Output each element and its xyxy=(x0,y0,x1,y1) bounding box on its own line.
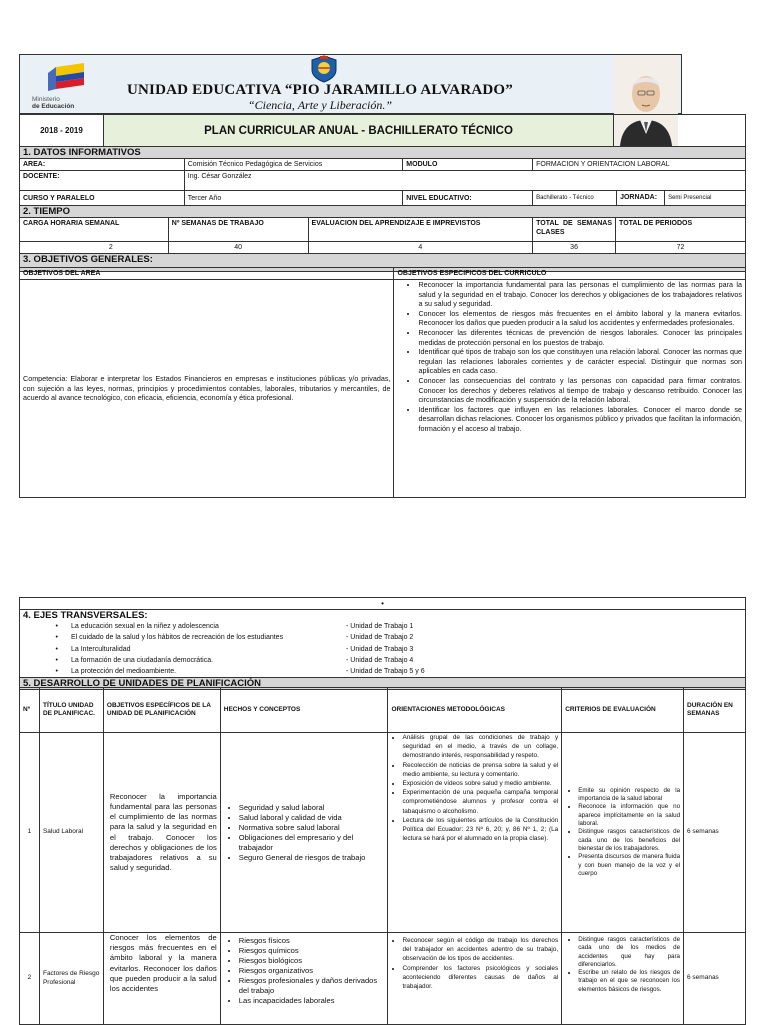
row-duracion: 6 semanas xyxy=(684,733,746,933)
row-hechos xyxy=(220,933,388,1025)
docente-value: Ing. César González xyxy=(184,171,745,191)
list-item: • Emite su opinión respecto de la importancia de la salud laboral xyxy=(578,787,680,804)
ministry-line2: de Educación xyxy=(32,103,75,110)
list-item: • Distingue rasgos característicos de cada uno de los beneficios del bienestar de los trabajadores. xyxy=(578,828,680,853)
objetivo-item: • Identificar los factores que influyen en las relaciones laborales. Conocer el marco donde se desarrollan dichas relaciones. Conocer los organismos público y privados que facilitan la información, formación y el acceso al trabajo. xyxy=(418,405,742,434)
eje-unidad: - Unidad de Trabajo 5 y 6 xyxy=(346,668,425,676)
row-num: 1 xyxy=(20,733,40,933)
objetivo-item: • Identificar qué tipos de trabajo son los que constituyen una relación laboral. Conocer las normas que regulan las relaciones laborales corrientes y de carácter especial. Distinguir que normas son aplicables en cada caso. xyxy=(418,347,742,376)
top-bullet: • xyxy=(20,598,746,610)
list-item: • Las incapacidades laborales xyxy=(239,996,385,1006)
list-item: • Distingue rasgos característicos de cada uno de los medios de accidentes que hay para diferenciarlos. xyxy=(578,936,680,969)
list-item: • Comprender los factores psicológicos y sociales aconteciendo diferentes causas de daños al trabajador. xyxy=(402,964,558,992)
table-row xyxy=(20,733,746,933)
row-orientaciones xyxy=(388,933,562,1025)
modulo-value: FORMACION Y ORIENTACION LABORAL xyxy=(533,159,746,171)
objetivo-item: • Conocer las consecuencias del contrato y las personas con capacidad para firmar contratos. Conocer los derechos y deberes relativos al tiempo de trabajo y descanso retribuido. Conocer las circunstancias de modificación y suspensión de la relación laboral. xyxy=(418,376,742,405)
eje-text: La protección del medioambiente. xyxy=(71,668,177,676)
row-criterios xyxy=(562,733,684,933)
row-num: 2 xyxy=(20,933,40,1025)
header-hechos: HECHOS Y CONCEPTOS xyxy=(220,688,388,733)
bullet-icon: • xyxy=(55,668,58,676)
objetivos-curriculo-list xyxy=(394,280,742,434)
eje-item xyxy=(23,621,742,632)
header-orientaciones: ORIENTACIONES METODOLÓGICAS xyxy=(388,688,562,733)
objetivo-item: • Conocer los elementos de riesgos más frecuentes en el ámbito laboral y la manera evitarlos. Reconocer los daños que pueden producir a la salud los accidentes y enfermedades profesionales. xyxy=(418,309,742,328)
tiempo-value-carga: 2 xyxy=(20,242,169,254)
list-item: • Seguro General de riesgos de trabajo xyxy=(239,853,385,863)
objetivos-table xyxy=(19,267,746,498)
row-orientaciones xyxy=(388,733,562,933)
list-item: • Escribe un relato de los riesgos de trabajo en el que se reconocen los elementos básicos de riesgos. xyxy=(578,969,680,994)
list-item: • Exposición de vídeos sobre salud y medio ambiente. xyxy=(402,779,558,788)
bullet-icon: • xyxy=(55,656,58,664)
eje-text: El cuidado de la salud y los hábitos de recreación de los estudiantes xyxy=(71,634,284,642)
row-titulo: Salud Laboral xyxy=(39,733,103,933)
list-item: • Lectura de los siguientes artículos de la Constitución Política del Ecuador: 23 Nº 6, 20; y, 86 Nº 1, 2; (La lectura se hará por el alumnado en la propia clase). xyxy=(402,816,558,844)
section-desarrollo-title: 5. DESARROLLO DE UNIDADES DE PLANIFICACIÓN xyxy=(20,678,746,690)
list-item: • Seguridad y salud laboral xyxy=(239,803,385,813)
ministry-line1: Ministerio xyxy=(32,96,60,103)
row-hechos xyxy=(220,733,388,933)
bullet-icon: • xyxy=(55,634,58,642)
eje-item xyxy=(23,666,742,677)
section-datos-title: 1. DATOS INFORMATIVOS xyxy=(20,147,746,159)
area-value: Comisión Técnico Pedagógica de Servicios xyxy=(184,159,403,171)
objetivo-item: • Reconocer las diferentes técnicas de prevención de riesgos laborales. Conocer las principales medidas de protección personal en los puestos de trabajo. xyxy=(418,328,742,347)
header-criterios: CRITERIOS DE EVALUACIÓN xyxy=(562,688,684,733)
eje-unidad: - Unidad de Trabajo 4 xyxy=(346,656,414,664)
list-item: • Experimentación de una pequeña campaña temporal comprometiéndose alumnos y profesor contra el tabaquismo o alcoholismo. xyxy=(402,788,558,816)
header-banner xyxy=(19,54,682,114)
list-item: • Normativa sobre salud laboral xyxy=(239,823,385,833)
row-objetivos-text: Conocer los elementos de riesgos más frecuentes en el ámbito laboral y la manera evitarlos. Reconocer los daños que pueden producir a la salud los accidentes xyxy=(109,933,217,994)
objetivos-area-header: OBJETIVOS DEL AREA xyxy=(20,268,394,280)
bullet-icon: • xyxy=(55,623,58,630)
tiempo-header-carga: CARGA HORARIA SEMANAL xyxy=(20,218,169,242)
row-criterios xyxy=(562,933,684,1025)
tiempo-header-total-semanas: TOTAL DE SEMANAS CLASES xyxy=(533,218,616,242)
list-item: • Análisis grupal de las condiciones de trabajo y seguridad en el medio, a través de un collage, demostrando interés, responsabilidad y respeto. xyxy=(402,733,558,761)
header-num: Nº xyxy=(20,688,40,733)
area-label: AREA: xyxy=(20,159,185,171)
list-item: • Reconocer según el código de trabajo los derechos del trabajador en accidentes adentro de su trabajo, observación de los tipos de accidentes. xyxy=(402,936,558,964)
ejes-list xyxy=(23,621,742,677)
tiempo-value-total-periodos: 72 xyxy=(616,242,746,254)
desarrollo-table xyxy=(19,687,746,1025)
jornada-value: Semi Presencial xyxy=(664,191,745,205)
school-crest-icon xyxy=(309,55,339,83)
portrait-frame xyxy=(614,115,746,147)
curso-label: CURSO Y PARALELO xyxy=(20,191,185,206)
eje-unidad: - Unidad de Trabajo 1 xyxy=(346,623,414,630)
section-ejes-title: 4. EJES TRANSVERSALES: xyxy=(23,610,148,621)
datos-tiempo-table xyxy=(19,146,746,272)
school-motto: “Ciencia, Arte y Liberación.” xyxy=(247,98,393,112)
eje-text: La Interculturalidad xyxy=(71,645,131,653)
eje-text: La formación de una ciudadanía democrática. xyxy=(71,656,214,664)
eje-item xyxy=(23,632,742,643)
plan-title: PLAN CURRICULAR ANUAL - BACHILLERATO TÉCNICO xyxy=(103,115,613,147)
docente-label: DOCENTE: xyxy=(20,171,185,191)
list-item: • Obligaciones del empresario y del trabajador xyxy=(239,833,385,853)
objetivos-area-text: Competencia: Elaborar e interpretar los Estados Financieros en empresas e instituciones públicas y/o privadas, con sujeción a las leyes, normas, principios y procedimientos contables, laborales, tributarios y mercantiles, de acuerdo al avance tecnológico, con eficacia, eficiencia, economía y ética profesional. xyxy=(20,280,394,498)
tiempo-value-semanas: 40 xyxy=(168,242,308,254)
eje-unidad: - Unidad de Trabajo 2 xyxy=(346,634,414,642)
row-objetivos xyxy=(103,933,220,1025)
row-duracion: 6 semanas xyxy=(684,933,746,1025)
list-item: • Salud laboral y calidad de vida xyxy=(239,813,385,823)
list-item: • Riesgos profesionales y daños derivados del trabajo xyxy=(239,976,385,996)
section-objetivos-title: 3. OBJETIVOS GENERALES: xyxy=(20,254,746,272)
tiempo-value-evaluacion: 4 xyxy=(308,242,533,254)
curso-value: Tercer Año xyxy=(184,191,403,206)
list-item: • Reconoce la información que no aparece implícitamente en la salud laboral. xyxy=(578,803,680,828)
ejes-table xyxy=(19,597,746,690)
ejes-cell xyxy=(20,610,746,678)
list-item: • Riesgos físicos xyxy=(239,936,385,946)
nivel-label: NIVEL EDUCATIVO: xyxy=(403,191,533,206)
header-duracion: DURACIÓN EN SEMANAS xyxy=(684,688,746,733)
modulo-label: MODULO xyxy=(403,159,533,171)
school-name: UNIDAD EDUCATIVA “PIO JARAMILLO ALVARADO” xyxy=(126,82,514,98)
header-objetivos: OBJETIVOS ESPECÍFICOS DE LA UNIDAD DE PLANIFICACIÓN xyxy=(103,688,220,733)
list-item: • Riesgos químicos xyxy=(239,946,385,956)
eje-text: La educación sexual en la niñez y adolescencia xyxy=(71,623,219,630)
list-item: • Riesgos biológicos xyxy=(239,956,385,966)
tiempo-header-total-periodos: TOTAL DE PERIODOS xyxy=(616,218,746,242)
objetivos-curriculo-header: OBJETIVOS ESPECIFICOS DEL CURRICULO xyxy=(394,268,746,280)
eje-item xyxy=(23,655,742,666)
eje-unidad: - Unidad de Trabajo 3 xyxy=(346,645,414,653)
list-item: • Riesgos organizativos xyxy=(239,966,385,976)
plan-title-bar xyxy=(19,114,746,147)
list-item: • Presenta discursos de manera fluida y con buen manejo de la voz y el cuerpo xyxy=(578,853,680,878)
bullet-icon: • xyxy=(55,645,58,653)
objetivo-item: • Reconocer la importancia fundamental para las personas el cumplimiento de las normas para la salud y la seguridad en el trabajo. Conocer los derechos y obligaciones de los trabajadores relativos a su salud y seguridad. xyxy=(418,280,742,309)
objetivos-curriculo-cell xyxy=(394,280,746,498)
nivel-jornada-cell xyxy=(533,191,746,206)
row-objetivos: Reconocer la importancia fundamental para las personas el cumplimiento de las normas para la salud y la seguridad en el trabajo. Conocer los derechos y obligaciones de los trabajadores relativos a su salud y seguridad. xyxy=(103,733,220,933)
section-tiempo-title: 2. TIEMPO xyxy=(20,206,746,218)
table-row xyxy=(20,933,746,1025)
header-titulo: TÍTULO UNIDAD DE PLANIFICAC. xyxy=(39,688,103,733)
tiempo-header-evaluacion: EVALUACION DEL APRENDIZAJE E IMPREVISTOS xyxy=(308,218,533,242)
tiempo-value-total-semanas: 36 xyxy=(533,242,616,254)
jornada-label: JORNADA: xyxy=(616,191,664,205)
eje-item xyxy=(23,644,742,655)
nivel-value: Bachillerato - Técnico xyxy=(536,195,594,201)
row-titulo: Factores de Riesgo Profesional xyxy=(39,933,103,1025)
school-period: 2018 - 2019 xyxy=(20,115,104,147)
tiempo-header-semanas: Nº SEMANAS DE TRABAJO xyxy=(168,218,308,242)
list-item: • Recolección de noticias de prensa sobre la salud y el medio ambiente, su lectura y comentario. xyxy=(402,761,558,779)
